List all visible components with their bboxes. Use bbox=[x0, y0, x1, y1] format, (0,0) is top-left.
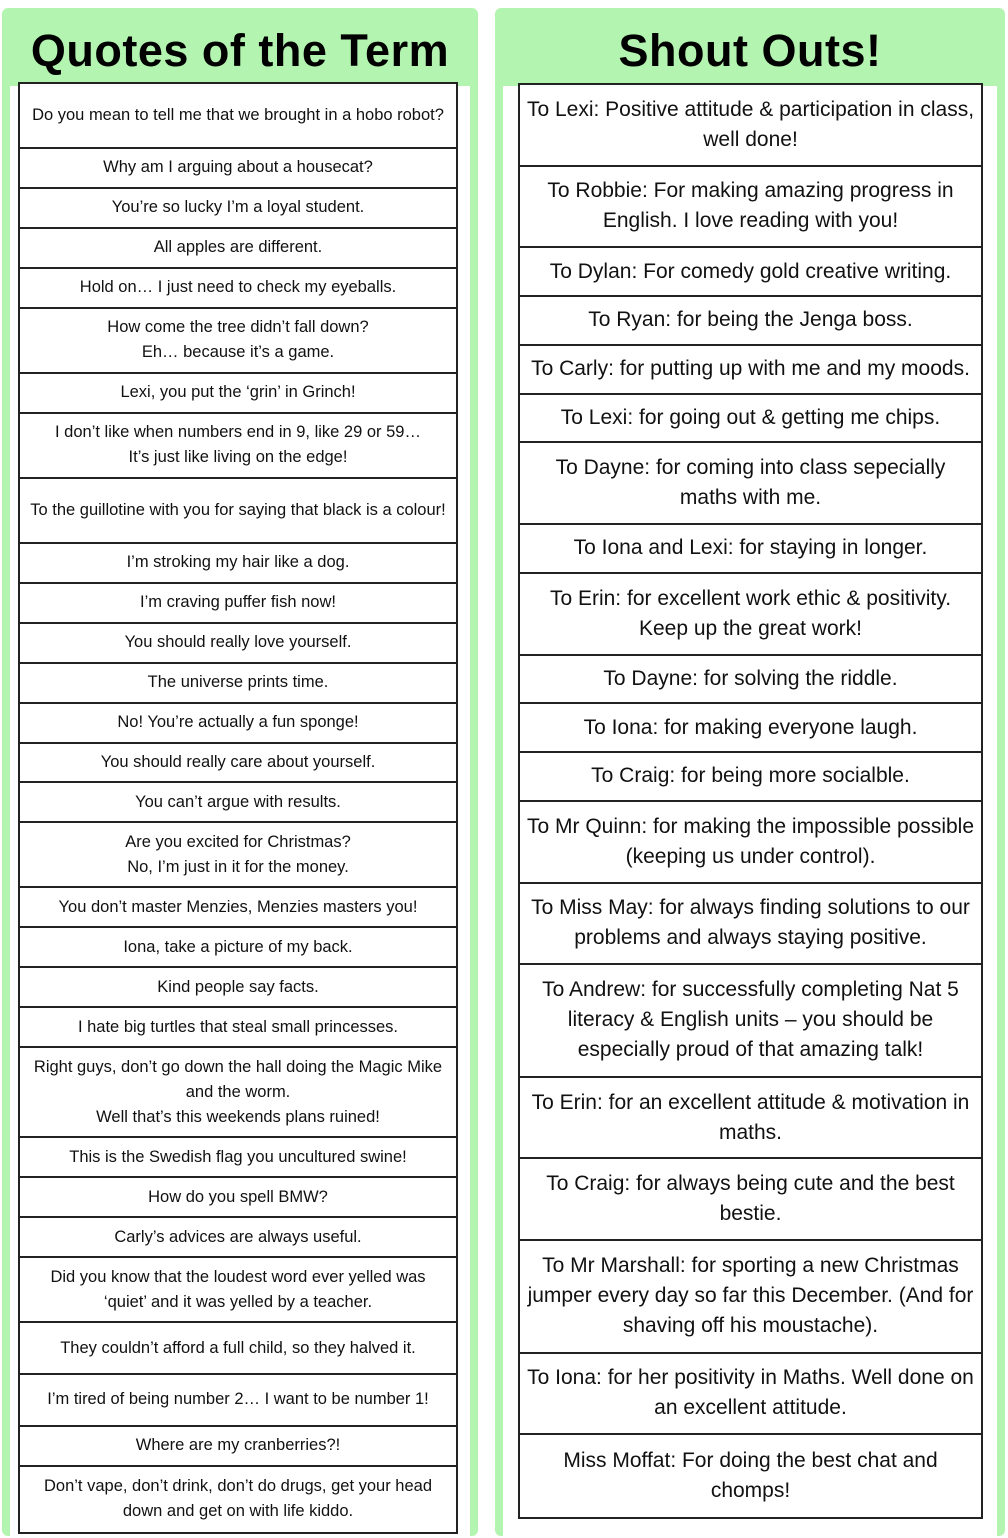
quote-item: Carly’s advices are always useful. bbox=[20, 1218, 456, 1258]
shoutout-item: To Robbie: For making amazing progress in English. I love reading with you! bbox=[520, 167, 981, 249]
quote-item: You should really love yourself. bbox=[20, 624, 456, 664]
shoutout-item: To Lexi: Positive attitude & participation in class, well done! bbox=[520, 85, 981, 167]
shoutout-item: To Craig: for always being cute and the best bestie. bbox=[520, 1159, 981, 1241]
quote-item: You don’t master Menzies, Menzies masters you! bbox=[20, 888, 456, 928]
shoutout-item: To Lexi: for going out & getting me chips. bbox=[520, 395, 981, 444]
shoutout-item: To Dayne: for solving the riddle. bbox=[520, 656, 981, 705]
quote-item: Lexi, you put the ‘grin’ in Grinch! bbox=[20, 374, 456, 414]
quote-item: The universe prints time. bbox=[20, 664, 456, 704]
quote-item: Iona, take a picture of my back. bbox=[20, 928, 456, 968]
shoutout-item: To Iona: for her positivity in Maths. Well done on an excellent attitude. bbox=[520, 1354, 981, 1436]
quote-item: Why am I arguing about a housecat? bbox=[20, 149, 456, 189]
shoutout-item: To Dayne: for coming into class sepecially maths with me. bbox=[520, 443, 981, 525]
quote-item: I hate big turtles that steal small princesses. bbox=[20, 1008, 456, 1048]
shoutout-item: To Dylan: For comedy gold creative writing. bbox=[520, 248, 981, 297]
shoutout-item: To Erin: for an excellent attitude & motivation in maths. bbox=[520, 1078, 981, 1160]
quote-item: How do you spell BMW? bbox=[20, 1178, 456, 1218]
quote-item: You can’t argue with results. bbox=[20, 783, 456, 823]
quotes-list bbox=[18, 82, 458, 1534]
shoutout-item: Miss Moffat: For doing the best chat and chomps! bbox=[563, 1449, 938, 1503]
quote-item: I’m craving puffer fish now! bbox=[20, 584, 456, 624]
quote-item: Kind people say facts. bbox=[20, 968, 456, 1008]
shoutout-item: To Iona and Lexi: for staying in longer. bbox=[520, 525, 981, 574]
quote-item: You should really care about yourself. bbox=[20, 744, 456, 784]
quote-item: No! You’re actually a fun sponge! bbox=[20, 704, 456, 744]
quote-item: I don’t like when numbers end in 9, like 29 or 59… It’s just like living on the edge! bbox=[20, 414, 456, 479]
shoutouts-title: Shout Outs! bbox=[618, 25, 882, 76]
shoutouts-list bbox=[518, 83, 983, 1519]
quote-item: Right guys, don’t go down the hall doing the Magic Mike and the worm. Well that’s this weekends plans ruined! bbox=[20, 1048, 456, 1138]
quote-item: To the guillotine with you for saying that black is a colour! bbox=[20, 479, 456, 544]
shoutout-item: To Miss May: for always finding solutions to our problems and always staying positive. bbox=[520, 884, 981, 966]
quote-item: I’m stroking my hair like a dog. bbox=[20, 544, 456, 584]
shoutout-item: To Mr Quinn: for making the impossible possible (keeping us under control). bbox=[520, 802, 981, 884]
quote-item: You’re so lucky I’m a loyal student. bbox=[20, 189, 456, 229]
quote-item: Where are my cranberries?! bbox=[20, 1427, 456, 1467]
quote-item: Are you excited for Christmas? No, I’m just in it for the money. bbox=[20, 823, 456, 888]
quote-item: Don’t vape, don’t drink, don’t do drugs, get your head down and get on with life kiddo. bbox=[44, 1477, 432, 1521]
quote-item: I’m tired of being number 2… I want to be number 1! bbox=[20, 1375, 456, 1427]
shoutout-item: To Andrew: for successfully completing Nat 5 literacy & English units – you should be especially proud of that amazing talk! bbox=[520, 965, 981, 1078]
quote-item: Hold on… I just need to check my eyeballs. bbox=[20, 269, 456, 309]
quote-item: How come the tree didn’t fall down? Eh… because it’s a game. bbox=[20, 309, 456, 374]
shoutout-item: To Carly: for putting up with me and my moods. bbox=[520, 346, 981, 395]
quote-item: Do you mean to tell me that we brought in a hobo robot? bbox=[20, 84, 456, 149]
shoutout-item: To Ryan: for being the Jenga boss. bbox=[520, 297, 981, 346]
shoutout-item: To Mr Marshall: for sporting a new Christmas jumper every day so far this December. (And for shaving off his moustache). bbox=[520, 1241, 981, 1354]
shoutout-item: To Iona: for making everyone laugh. bbox=[520, 704, 981, 753]
shoutout-item: To Erin: for excellent work ethic & positivity. Keep up the great work! bbox=[520, 574, 981, 656]
quote-item: Did you know that the loudest word ever yelled was ‘quiet’ and it was yelled by a teacher. bbox=[20, 1258, 456, 1323]
shoutout-item: To Craig: for being more socialble. bbox=[520, 753, 981, 802]
quote-item: They couldn’t afford a full child, so they halved it. bbox=[20, 1323, 456, 1375]
quote-item: This is the Swedish flag you uncultured swine! bbox=[20, 1138, 456, 1178]
quote-item: All apples are different. bbox=[20, 229, 456, 269]
quotes-title: Quotes of the Term bbox=[30, 25, 450, 76]
